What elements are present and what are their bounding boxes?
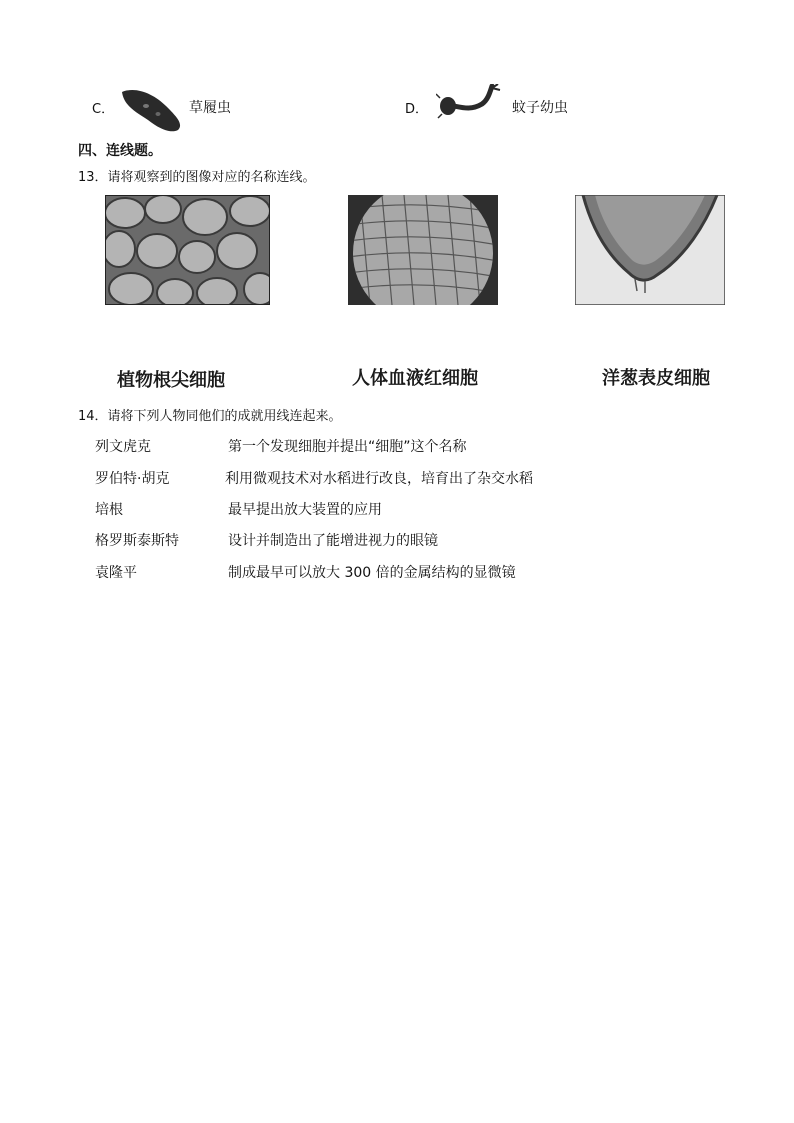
option-c-label: 草履虫 xyxy=(189,100,231,116)
achievement-1: 第一个发现细胞并提出“细胞”这个名称 xyxy=(228,439,467,455)
person-5: 袁隆平 xyxy=(95,565,137,581)
person-3: 培根 xyxy=(95,502,123,518)
caption-2: 人体血液红细胞 xyxy=(352,368,478,389)
option-d-letter: D． xyxy=(405,102,429,117)
caption-1: 植物根尖细胞 xyxy=(117,370,225,391)
paramecium-icon xyxy=(118,84,184,134)
mosquito-larva-icon xyxy=(436,84,502,124)
person-1: 列文虎克 xyxy=(95,439,151,455)
question-13-text: 13．请将观察到的图像对应的名称连线。 xyxy=(78,170,316,185)
caption-3: 洋葱表皮细胞 xyxy=(602,368,710,389)
achievement-3: 最早提出放大装置的应用 xyxy=(228,502,382,518)
option-d-label: 蚊子幼虫 xyxy=(512,100,568,116)
option-c-letter: C． xyxy=(92,102,115,117)
achievement-4: 设计并制造出了能增进视力的眼镜 xyxy=(228,533,438,549)
achievement-2: 利用微观技术对水稻进行改良，培育出了杂交水稻 xyxy=(225,471,533,487)
root-tip-micrograph-image xyxy=(575,195,725,305)
achievement-5: 制成最早可以放大 300 倍的金属结构的显微镜 xyxy=(228,565,516,581)
question-14-text: 14．请将下列人物同他们的成就用线连起来。 xyxy=(78,409,342,424)
onion-epidermis-micrograph-image xyxy=(348,195,498,305)
person-4: 格罗斯泰斯特 xyxy=(95,533,179,549)
plant-cells-micrograph-image xyxy=(105,195,270,305)
section-four-title: 四、连线题。 xyxy=(78,143,162,159)
person-2: 罗伯特·胡克 xyxy=(95,471,170,487)
